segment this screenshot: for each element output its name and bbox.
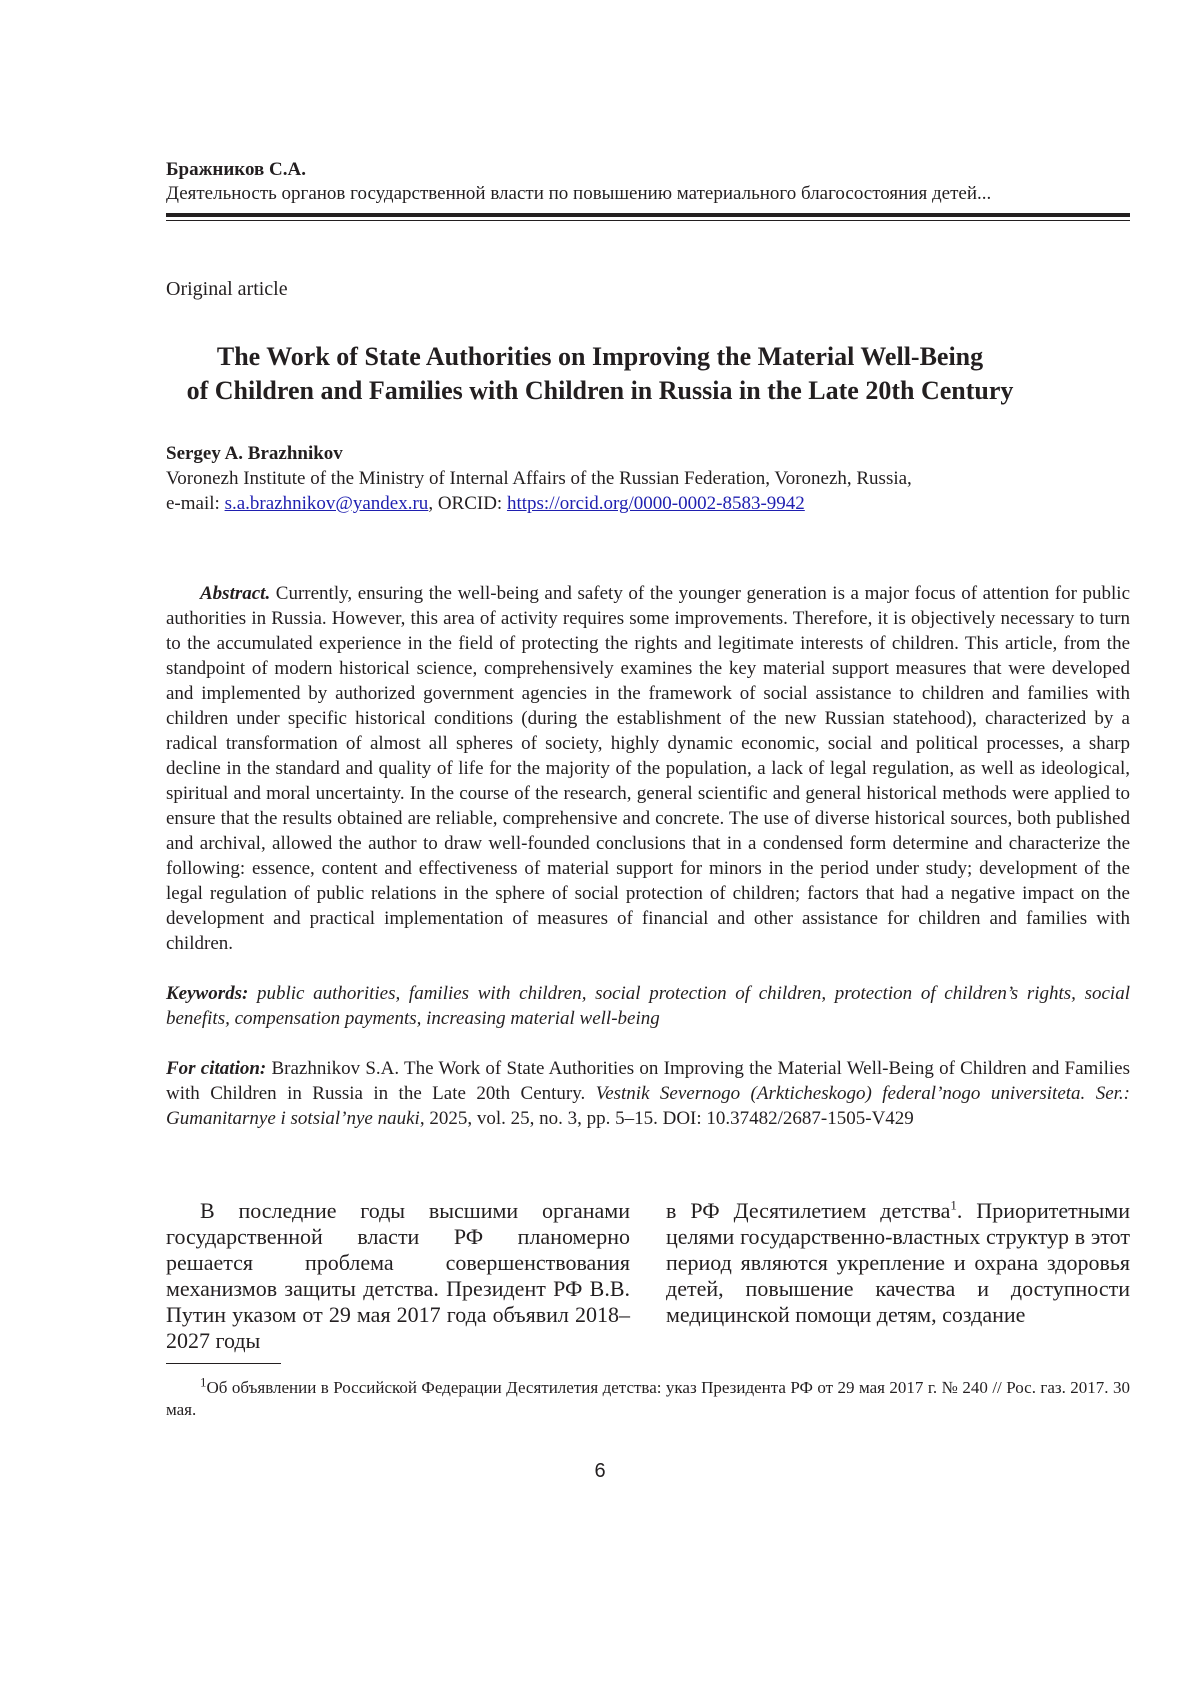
footnote-rule bbox=[166, 1363, 281, 1364]
author-name: Sergey A. Brazhnikov bbox=[166, 441, 1130, 466]
header-rule-thin bbox=[166, 220, 1130, 221]
citation-details: , 2025, vol. 25, no. 3, pp. 5–15. DOI: 10.37482/2687-1505-V429 bbox=[420, 1108, 914, 1129]
running-header-title: Деятельность органов государственной власти по повышению материального благосостояния детей... bbox=[166, 182, 1130, 206]
citation bbox=[166, 1056, 1130, 1131]
body-text-right-start: в РФ Десятилетием детства bbox=[666, 1198, 950, 1223]
abstract-text: Currently, ensuring the well-being and safety of the younger generation is a major focus of attention for public authorities in Russia. However, this area of activity requires some improvements. Therefore, it is objectively necessary to turn to the accumulated experience in the field of protecting the rights and legitimate interests of children. This article, from the standpoint of modern historical science, comprehensively examines the key material support measures that were developed and implemented by authorized government agencies in the framework of social assistance to children and families with children under specific historical conditions (during the establishment of the new Russian statehood), characterized by a radical transformation of almost all spheres of society, highly dynamic economic, social and political processes, a sharp decline in the standard and quality of life for the majority of the population, a lack of legal regulation, as well as ideological, spiritual and moral uncertainty. In the course of the research, general scientific and general historical methods were applied to ensure that the results obtained are reliable, comprehensive and concrete. The use of diverse historical sources, both published and archival, allowed the author to draw well-founded conclusions that in a condensed form determine and characterize the following: essence, content and effectiveness of material support for minors in the period under study; development of the legal regulation of public relations in the sphere of social protection of children; factors that had a negative impact on the development and practical implementation of measures of financial and other assistance for children and families with children. bbox=[166, 583, 1130, 954]
article-title-line-2: of Children and Families with Children in Russia in the Late 20th Century bbox=[150, 374, 1050, 408]
body-column-right bbox=[666, 1198, 1130, 1328]
citation-text: Brazhnikov S.A. The Work of State Authorities on Improving the Material Well-Being of Children and Families with Children in Russia in the Late 20th Century. bbox=[166, 1058, 1130, 1104]
orcid-link[interactable]: https://orcid.org/0000-0002-8583-9942 bbox=[507, 493, 805, 514]
email-link[interactable]: s.a.brazhnikov@yandex.ru bbox=[225, 493, 429, 514]
header-rule-thick bbox=[166, 213, 1130, 217]
keywords-label: Keywords: bbox=[166, 983, 248, 1004]
keywords bbox=[166, 981, 1130, 1031]
citation-journal: Vestnik Severnogo (Arkticheskogo) federal’nogo universiteta. Ser.: Gumanitarnye i sotsial’nye nauki bbox=[166, 1083, 1130, 1129]
footnote-ref[interactable]: 1 bbox=[950, 1198, 957, 1213]
article-title-line-1: The Work of State Authorities on Improving the Material Well-Being bbox=[150, 340, 1050, 374]
author-contacts bbox=[166, 491, 1130, 516]
body-paragraph-left: В последние годы высшими органами государственной власти РФ планомерно решается проблема совершенствования механизмов защиты детства. Президент РФ В.В. Путин указом от 29 мая 2017 года объявил 2018–2027 годы bbox=[166, 1198, 630, 1354]
running-header bbox=[166, 158, 1130, 206]
body-text-right-end: . Приоритетными целями государственно-властных структур в этот период являются укрепление и охрана здоровья детей, повышение качества и доступности медицинской помощи детям, создание bbox=[666, 1198, 1130, 1327]
footnote-mark: 1 bbox=[200, 1374, 207, 1389]
citation-label: For citation: bbox=[166, 1058, 266, 1079]
article-title bbox=[150, 340, 1050, 408]
page-number: 6 bbox=[550, 1460, 650, 1483]
abstract-label: Abstract. bbox=[200, 583, 270, 604]
body-column-left bbox=[166, 1198, 630, 1354]
footnote bbox=[166, 1377, 1130, 1421]
keywords-text: public authorities, families with children, social protection of children, protection of children’s rights, social benefits, compensation payments, increasing material well-being bbox=[166, 983, 1130, 1029]
email-label: e-mail: bbox=[166, 493, 225, 514]
abstract bbox=[166, 581, 1130, 956]
body-paragraph-right bbox=[666, 1198, 1130, 1328]
author-block bbox=[166, 441, 1130, 516]
journal-page bbox=[0, 0, 1200, 1697]
running-header-author: Бражников С.А. bbox=[166, 158, 1130, 182]
article-type: Original article bbox=[166, 276, 288, 302]
footnote-text: Об объявлении в Российской Федерации Десятилетия детства: указ Президента РФ от 29 мая 2017 г. № 240 // Рос. газ. 2017. 30 мая. bbox=[166, 1378, 1130, 1419]
orcid-label: , ORCID: bbox=[428, 493, 507, 514]
author-affiliation: Voronezh Institute of the Ministry of Internal Affairs of the Russian Federation, Voronezh, Russia, bbox=[166, 466, 1130, 491]
